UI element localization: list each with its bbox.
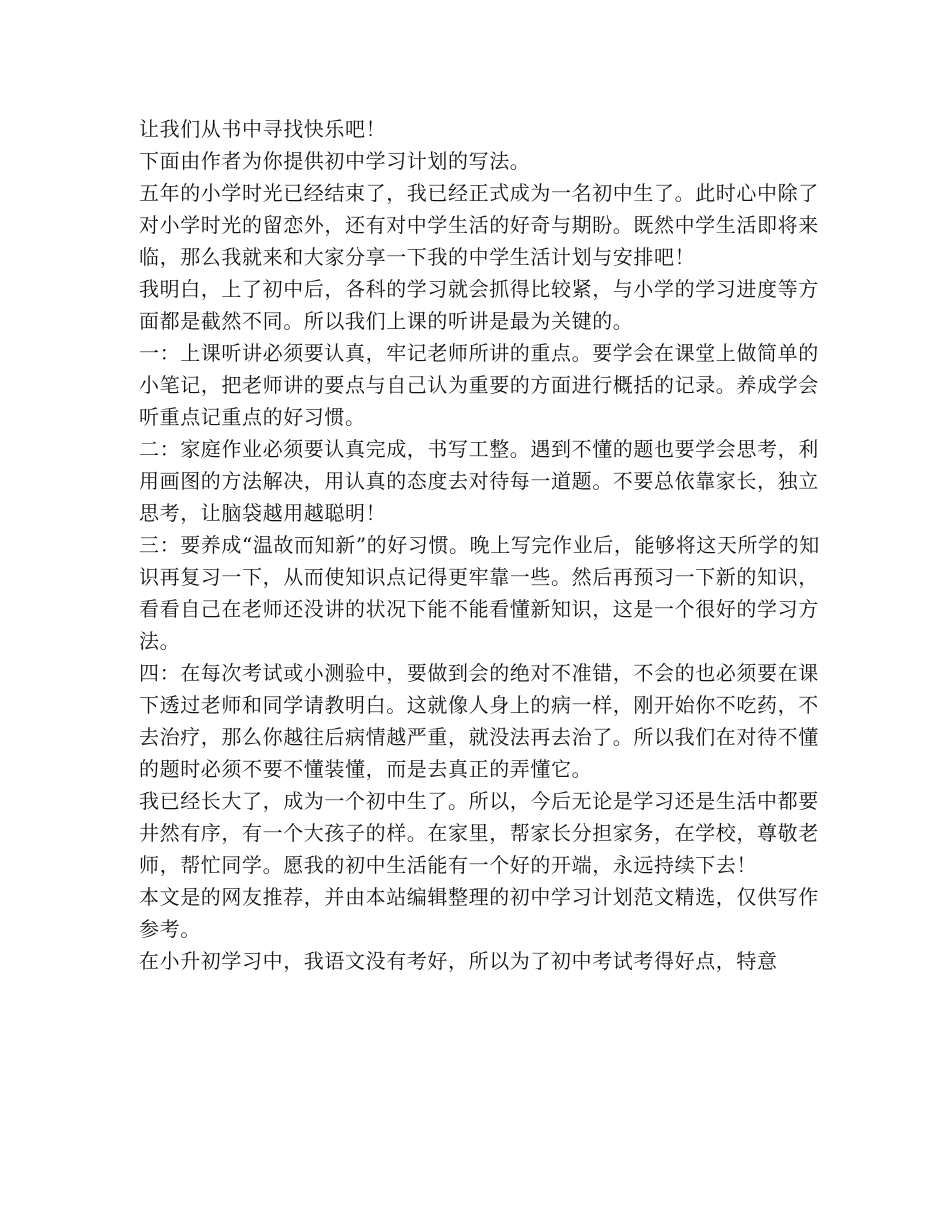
paragraph-4: 我明白，上了初中后，各科的学习就会抓得比较紧，与小学的学习进度等方面都是截然不同。所以我们上课的听讲是最为关键的。 [139,277,819,333]
paragraph-1: 让我们从书中寻找快乐吧！ [139,117,387,141]
paragraph-7: 三：要养成“温故而知新”的好习惯。晚上写完作业后，能够将这天所学的知识再复习一下，从而使知识点记得更牢靠一些。然后再预习一下新的知识，看看自己在老师还没讲的状况下能不能看懂新知识，这是一个很好的学习方法。 [139,533,820,653]
paragraph-6: 二：家庭作业必须要认真完成，书写工整。遇到不懂的题也要学会思考，利用画图的方法解决，用认真的态度去对待每一道题。不要总依靠家长，独立思考，让脑袋越用越聪明！ [139,437,819,525]
document-body [139,113,829,977]
paragraph-11: 在小升初学习中，我语文没有考好，所以为了初中考试考得好点，特意 [139,949,778,973]
paragraph-9: 我已经长大了，成为一个初中生了。所以，今后无论是学习还是生活中都要井然有序，有一个大孩子的样。在家里，帮家长分担家务，在学校，尊敬老师，帮忙同学。愿我的初中生活能有一个好的开端，永远持续下去！ [139,789,819,877]
paragraph-5: 一：上课听讲必须要认真，牢记老师所讲的重点。要学会在课堂上做简单的小笔记，把老师讲的要点与自己认为重要的方面进行概括的记录。养成学会听重点记重点的好习惯。 [139,341,819,429]
paragraph-10: 本文是的网友推荐，并由本站编辑整理的初中学习计划范文精选，仅供写作参考。 [139,885,819,941]
paragraph-8: 四：在每次考试或小测验中，要做到会的绝对不准错，不会的也必须要在课下透过老师和同学请教明白。这就像人身上的病一样，刚开始你不吃药，不去治疗，那么你越往后病情越严重，就没法再去治了。所以我们在对待不懂的题时必须不要不懂装懂，而是去真正的弄懂它。 [139,661,819,781]
paragraph-2: 下面由作者为你提供初中学习计划的写法。 [139,149,531,173]
paragraph-3: 五年的小学时光已经结束了，我已经正式成为一名初中生了。此时心中除了对小学时光的留恋外，还有对中学生活的好奇与期盼。既然中学生活即将来临，那么我就来和大家分享一下我的中学生活计划与安排吧！ [139,181,819,269]
